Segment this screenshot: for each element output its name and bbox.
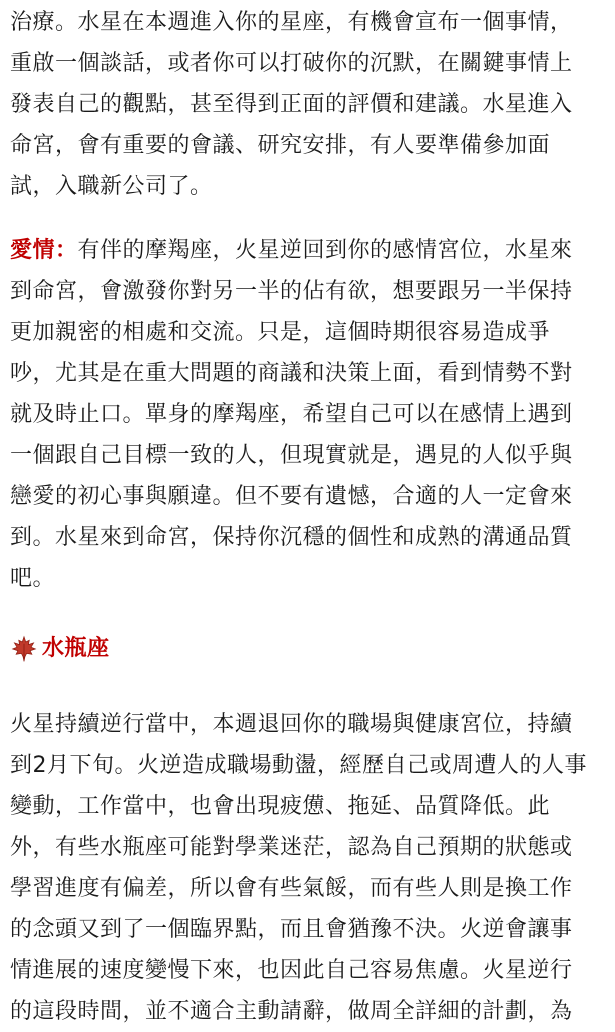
paragraph-love [10, 230, 606, 599]
love-text: 有伴的摩羯座，火星逆回到你的感情宮位，水星來 到命宮，會激發你對另一半的佔有欲，想要跟另一半保持 更加親密的相處和交流。只是，這個時期很容易造成爭 吵，尤其是在重大問題的商議和決策上面，看到情勢不對 就及時止口。單身的摩羯座，希望自己可以在感情上遇到 一個跟自己目標一致的人，但現實就是，遇見的人似乎與 戀愛的初心事與願違。但不要有遺憾，合適的人一定會來 到。水星來到命宮，保持你沉穩的個性和成熟的溝通品質 吧。 [10, 238, 573, 591]
maple-leaf-icon [10, 635, 38, 663]
section-title: 水瓶座 [42, 636, 110, 661]
paragraph-intro: 治療。水星在本週進入你的星座，有機會宣布一個事情， 重啟一個談話，或者你可以打破你的沉默，在關鍵事情上 發表自己的觀點，甚至得到正面的評價和建議。水星進入 命宮，會有重要的會議、研究安排，有人要準備參加面 試，入職新公司了。 [10, 10, 573, 199]
section-heading-aquarius [10, 628, 606, 669]
paragraph-aquarius: 火星持續逆行當中，本週退回你的職場與健康宮位，持續 到2月下旬。火逆造成職場動盪，經歷自己或周遭人的人事 變動，工作當中，也會出現疲憊、拖延、品質降低。此 外，有些水瓶座可能對學業迷茫，認為自己預期的狀態或 學習進度有偏差，所以會有些氣餒，而有些人則是換工作 的念頭又到了一個臨界點，而且會猶豫不決。火逆會讓事 情進展的速度變慢下來，也因此自己容易焦慮。火星逆行 的這段時間，並不適合主動請辭，做周全詳細的計劃，為 [10, 712, 587, 1024]
love-label: 愛情： [10, 238, 78, 263]
